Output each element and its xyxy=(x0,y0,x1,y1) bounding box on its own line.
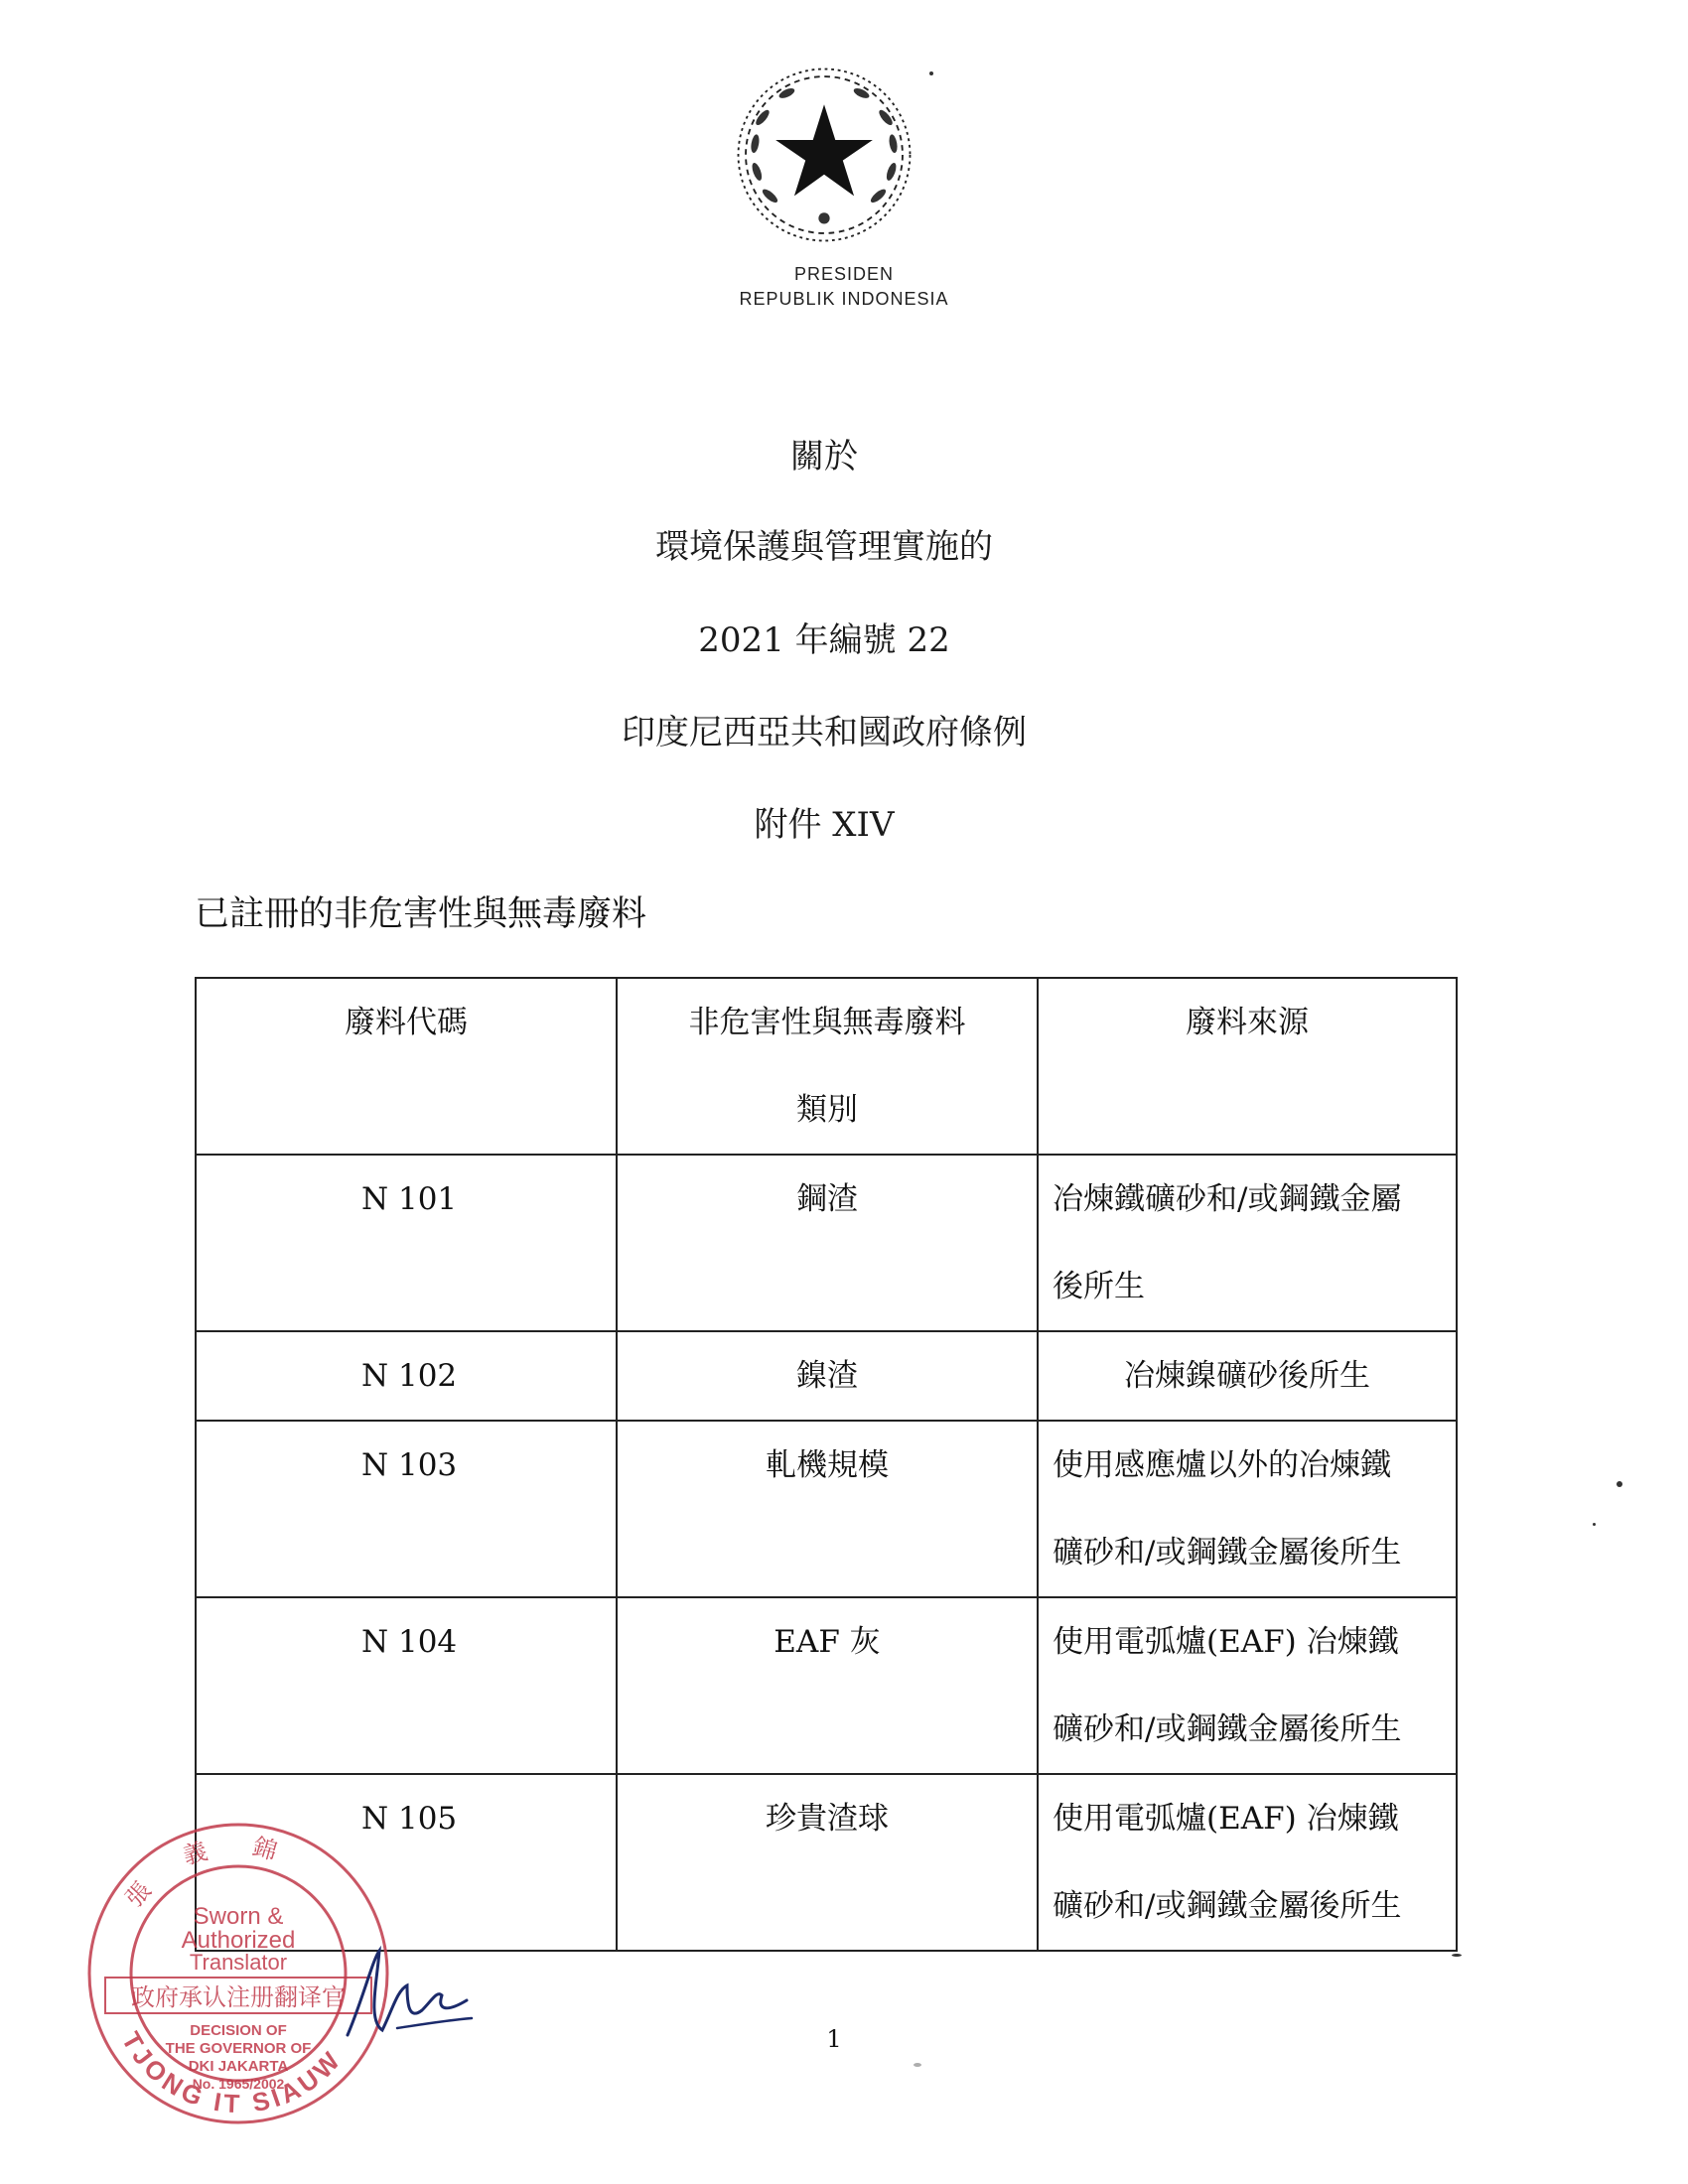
stamp-decision-4: No. 1965/2002 xyxy=(192,2076,285,2092)
scan-speck xyxy=(929,71,933,75)
title-line-4: 印度尼西亞共和國政府條例 xyxy=(622,713,1027,752)
signature xyxy=(338,1941,477,2050)
stamp-line-1: Sworn & xyxy=(193,1903,284,1930)
waste-source xyxy=(1038,1331,1457,1421)
table-row xyxy=(196,1421,1457,1597)
page-number: 1 xyxy=(826,2025,842,2053)
header-type-line-1: 非危害性與無毒廢料 xyxy=(688,1005,966,1040)
agency-line-1: PRESIDEN xyxy=(793,264,895,284)
title-line-3: 2021 年編號 22 xyxy=(698,620,950,660)
waste-type: 軋機規模 xyxy=(617,1421,1038,1597)
waste-source-line-1: 使用電弧爐(EAF) 冶煉鐵 xyxy=(1053,1624,1399,1660)
waste-type: 鎳渣 xyxy=(617,1331,1038,1421)
waste-source-line-2: 礦砂和/或鋼鐵金屬後所生 xyxy=(1053,1535,1402,1570)
table-header-row xyxy=(196,978,1457,1155)
waste-source xyxy=(1038,1155,1457,1331)
stamp-line-2: Authorized xyxy=(181,1927,296,1954)
presidential-emblem-icon xyxy=(731,62,917,248)
header-type xyxy=(617,978,1038,1155)
stamp-bottom-name: TJONG IT SIAUW xyxy=(115,2026,349,2119)
scan-speck xyxy=(1452,1954,1462,1957)
section-subtitle: 已註冊的非危害性與無毒廢料 xyxy=(195,894,647,934)
stamp-chinese-name: 張 義 錦 xyxy=(120,1833,298,1913)
stamp-decision-3: DKI JAKARTA xyxy=(188,2058,289,2075)
waste-source xyxy=(1038,1421,1457,1597)
title-line-1: 關於 xyxy=(790,437,858,477)
waste-source-line-1: 冶煉鐵礦砂和/或鋼鐵金屬 xyxy=(1053,1181,1402,1217)
waste-type: EAF 灰 xyxy=(617,1597,1038,1774)
waste-code: N 104 xyxy=(196,1597,617,1774)
waste-type: 鋼渣 xyxy=(617,1155,1038,1331)
table-row xyxy=(196,1331,1457,1421)
waste-source-line-1: 使用電弧爐(EAF) 冶煉鐵 xyxy=(1053,1801,1399,1837)
waste-code: N 102 xyxy=(196,1331,617,1421)
waste-source-line-2: 礦砂和/或鋼鐵金屬後所生 xyxy=(1053,1711,1402,1747)
waste-source-line-1: 使用感應爐以外的冶煉鐵 xyxy=(1053,1447,1391,1483)
header-source: 廢料來源 xyxy=(1038,978,1457,1155)
waste-type: 珍貴渣球 xyxy=(617,1774,1038,1951)
waste-code: N 101 xyxy=(196,1155,617,1331)
header-code: 廢料代碼 xyxy=(196,978,617,1155)
waste-source-line-1: 冶煉鎳礦砂後所生 xyxy=(1124,1358,1370,1394)
stamp-decision-1: DECISION OF xyxy=(190,2022,287,2039)
waste-code: N 103 xyxy=(196,1421,617,1597)
title-line-5: 附件 XIV xyxy=(754,805,895,845)
scan-speck xyxy=(1593,1523,1596,1526)
waste-code: N 105 xyxy=(196,1774,617,1951)
table-row xyxy=(196,1155,1457,1331)
stamp-chinese-title: 政府承认注册翻译官 xyxy=(131,1984,346,2011)
waste-source-line-2: 後所生 xyxy=(1053,1269,1145,1304)
scan-speck xyxy=(1617,1481,1622,1487)
waste-table xyxy=(195,977,1458,1952)
stamp-line-3: Translator xyxy=(189,1950,288,1975)
waste-source xyxy=(1038,1597,1457,1774)
title-line-2: 環境保護與管理實施的 xyxy=(655,527,993,567)
stamp-decision-2: THE GOVERNOR OF xyxy=(165,2040,312,2057)
scan-speck xyxy=(914,2063,921,2067)
header-type-line-2: 類別 xyxy=(796,1092,858,1128)
waste-source-line-2: 礦砂和/或鋼鐵金屬後所生 xyxy=(1053,1888,1402,1924)
waste-source xyxy=(1038,1774,1457,1951)
agency-line-2: REPUBLIK INDONESIA xyxy=(739,289,949,309)
table-row xyxy=(196,1597,1457,1774)
